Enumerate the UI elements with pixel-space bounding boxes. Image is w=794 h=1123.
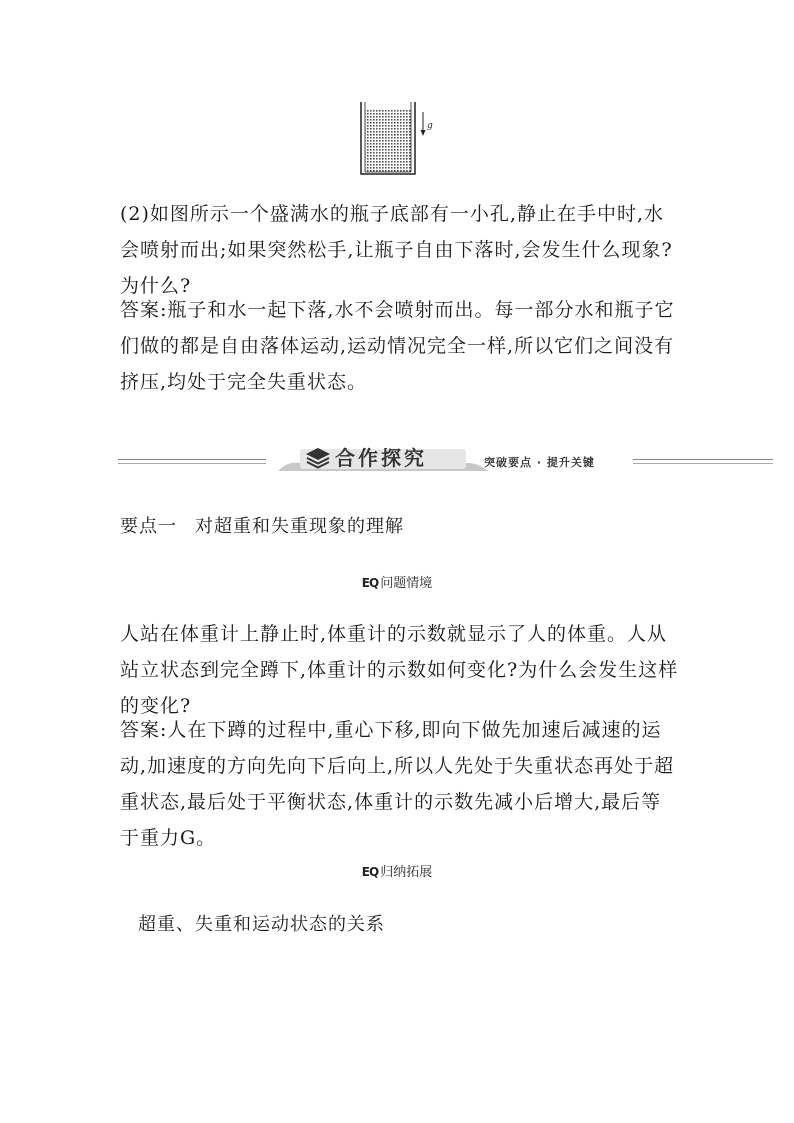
section-title: 对超重和失重现象的理解 [195,516,404,537]
bottle-figure [355,98,445,180]
expand-tag [0,861,794,880]
bottle-diagram [355,98,445,180]
section-number: 要点一 [120,516,177,537]
expand-heading: 超重、失重和运动状态的关系 [138,914,385,935]
banner-subtitle: 突破要点 · 提升关键 [484,456,595,469]
problem-tag-label: 问题情境 [380,576,433,591]
eq-icon: EQ [361,576,379,590]
eq-icon: EQ [361,865,379,879]
gravity-label: g [427,121,433,131]
banner-title: 合作探究 [335,446,427,470]
expand-tag-label: 归纳拓展 [380,865,433,880]
section-banner [118,445,778,477]
problem-answer: 答案:人在下蹲的过程中,重心下移,即向下做先加速后减速的运动,加速度的方向先向下后向上,所以人先处于失重状态再处于超重状态,最后处于平衡状态,体重计的示数先减小后增大,最后等于重力G。 [120,719,675,849]
question-text: (2)如图所示一个盛满水的瓶子底部有一小孔,静止在手中时,水会喷射而出;如果突然松手,让瓶子自由下落时,会发生什么现象?为什么? [120,203,673,297]
problem-tag [0,572,794,591]
problem-text: 人站在体重计上静止时,体重计的示数就显示了人的体重。人从站立状态到完全蹲下,体重计的示数如何变化?为什么会发生这样的变化? [120,623,679,717]
answer-text: 答案:瓶子和水一起下落,水不会喷射而出。每一部分水和瓶子它们做的都是自由落体运动,运动情况完全一样,所以它们之间没有挤压,均处于完全失重状态。 [120,299,675,393]
water-fill [365,110,411,172]
section-heading [120,512,404,538]
